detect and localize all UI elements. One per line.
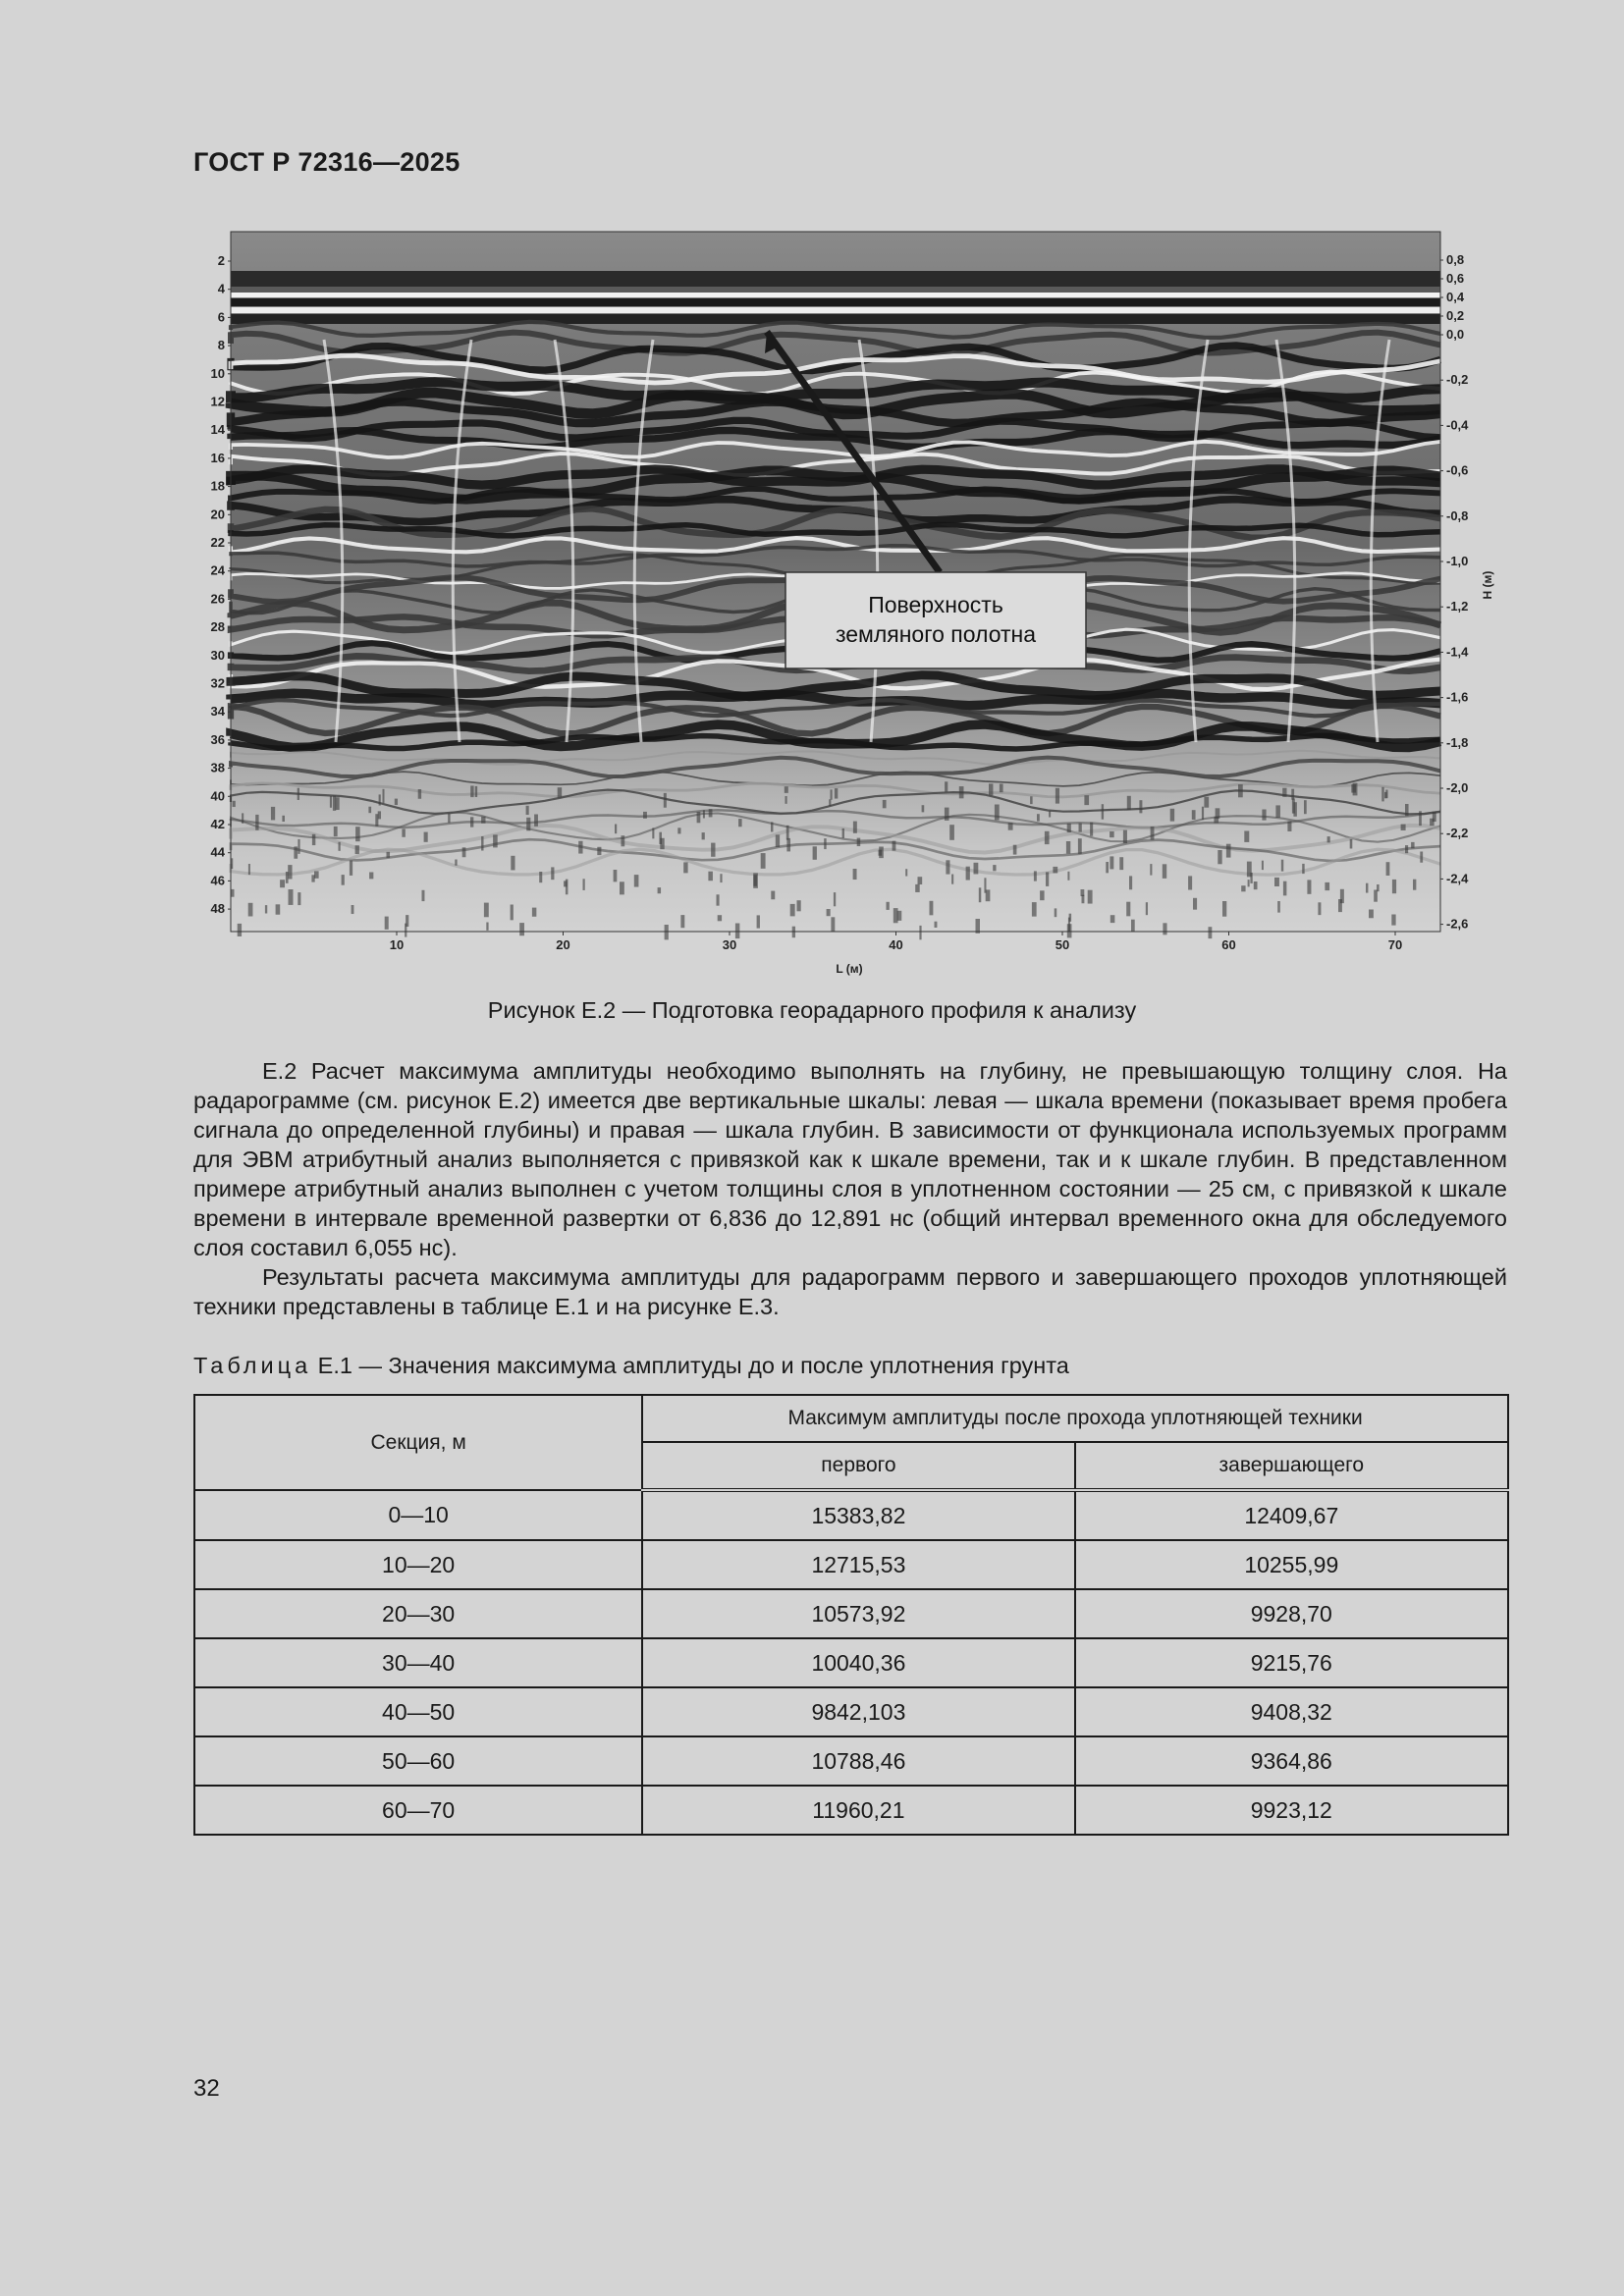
- left-tick-label: 34: [210, 704, 225, 720]
- cell-first: 15383,82: [642, 1490, 1074, 1540]
- cell-section: 10—20: [194, 1540, 642, 1589]
- table-row: [194, 1638, 1508, 1687]
- left-tick-label: 16: [210, 450, 225, 465]
- left-tick-label: 4: [217, 281, 225, 296]
- right-tick-label: 0,0: [1446, 327, 1465, 342]
- left-tick-label: 32: [210, 675, 225, 691]
- cell-final: 9923,12: [1075, 1786, 1508, 1835]
- table-title-prefix: Таблица: [193, 1353, 312, 1378]
- right-tick-label: 0,8: [1446, 252, 1465, 267]
- right-tick-label: -0,2: [1446, 372, 1469, 388]
- cell-final: 9215,76: [1075, 1638, 1508, 1687]
- left-tick-label: 22: [210, 535, 225, 550]
- table-row: [194, 1786, 1508, 1835]
- left-tick-label: 38: [210, 760, 225, 775]
- header-amplitude-group: Максимум амплитуды после прохода уплотняющей техники: [642, 1395, 1508, 1442]
- right-tick-label: -1,0: [1446, 554, 1469, 568]
- callout-line-1: Поверхность: [868, 592, 1003, 617]
- table-row: [194, 1490, 1508, 1540]
- header-final-pass: завершающего: [1075, 1442, 1508, 1490]
- amplitude-table: [193, 1394, 1509, 1836]
- right-tick-label: -2,6: [1446, 916, 1469, 932]
- table-title-rest: Е.1 — Значения максимума амплитуды до и после уплотнения грунта: [311, 1353, 1069, 1378]
- cell-first: 12715,53: [642, 1540, 1074, 1589]
- bottom-tick-label: 70: [1387, 937, 1403, 952]
- left-tick-label: 20: [210, 507, 225, 522]
- page-number: 32: [193, 2075, 220, 2102]
- header-first-pass: первого: [642, 1442, 1074, 1490]
- left-tick-label: 14: [210, 422, 225, 438]
- left-tick-label: 40: [210, 788, 225, 804]
- left-tick-label: 8: [217, 338, 225, 353]
- table-row: [194, 1687, 1508, 1736]
- bottom-tick-label: 60: [1221, 937, 1236, 952]
- cell-section: 60—70: [194, 1786, 642, 1835]
- table-row: [194, 1540, 1508, 1589]
- left-tick-label: 30: [210, 647, 225, 663]
- body-text: [193, 1056, 1507, 1321]
- cell-section: 20—30: [194, 1589, 642, 1638]
- cell-section: 40—50: [194, 1687, 642, 1736]
- bottom-tick-label: 50: [1055, 937, 1070, 952]
- x-axis-label: L (м): [836, 962, 863, 976]
- right-tick-label: 0,4: [1446, 290, 1465, 304]
- cell-final: 9364,86: [1075, 1736, 1508, 1786]
- left-tick-label: 24: [210, 562, 225, 578]
- callout-line-2: земляного полотна: [835, 621, 1037, 647]
- document-header: ГОСТ Р 72316—2025: [193, 147, 460, 177]
- bottom-tick-label: 20: [556, 937, 570, 952]
- right-tick-label: -1,2: [1446, 599, 1469, 614]
- paragraph-e2: Е.2 Расчет максимума амплитуды необходимо выполнять на глубину, не превышающую толщину слоя. На радарограмме (см. рисунок Е.2) имеется две вертикальные шкалы: левая — шкала времени (показывает время пробега сигнала до определенной глубины) и правая — шкала глубин. В зависимости от функционала используемых программ для ЭВМ атрибутный анализ выполняется с привязкой как к шкале времени, так и к шкале глубин. В представленном примере атрибутный анализ выполнен с учетом толщины слоя в уплотненном состоянии — 25 см, с привязкой к шкале времени в интервале временной развертки от 6,836 до 12,891 нс (общий интервал временного окна для обследуемого слоя составил 6,055 нс).: [193, 1058, 1507, 1260]
- left-tick-label: 26: [210, 591, 225, 607]
- left-tick-label: 46: [210, 873, 225, 888]
- left-tick-label: 10: [210, 365, 225, 381]
- cell-final: 10255,99: [1075, 1540, 1508, 1589]
- callout-box: [785, 572, 1086, 668]
- bottom-tick-label: 10: [389, 937, 405, 952]
- cell-section: 30—40: [194, 1638, 642, 1687]
- right-tick-label: -0,4: [1446, 417, 1469, 433]
- header-section: Секция, м: [194, 1395, 642, 1490]
- cell-first: 9842,103: [642, 1687, 1074, 1736]
- left-tick-label: 48: [210, 901, 225, 917]
- right-axis-label: H (м): [1481, 570, 1494, 600]
- cell-first: 10040,36: [642, 1638, 1074, 1687]
- right-tick-label: 0,6: [1446, 271, 1465, 286]
- cell-first: 10573,92: [642, 1589, 1074, 1638]
- left-tick-label: 12: [210, 394, 225, 409]
- cell-section: 50—60: [194, 1736, 642, 1786]
- table-title: [193, 1353, 1069, 1379]
- table-row: [194, 1736, 1508, 1786]
- right-tick-label: -2,0: [1446, 780, 1469, 795]
- cell-final: 9928,70: [1075, 1589, 1508, 1638]
- cell-section: 0—10: [194, 1490, 642, 1540]
- right-tick-label: -1,8: [1446, 734, 1469, 750]
- bottom-tick-label: 30: [722, 937, 737, 952]
- cell-first: 10788,46: [642, 1736, 1074, 1786]
- left-tick-label: 6: [217, 309, 225, 325]
- left-tick-label: 2: [217, 253, 225, 268]
- table-row: [194, 1589, 1508, 1638]
- right-tick-label: -1,4: [1446, 644, 1469, 660]
- left-tick-label: 28: [210, 619, 225, 635]
- left-tick-label: 42: [210, 817, 225, 831]
- right-tick-label: -0,6: [1446, 462, 1469, 478]
- right-tick-label: 0,2: [1446, 308, 1465, 323]
- bottom-tick-label: 40: [889, 937, 903, 952]
- right-tick-label: -0,8: [1446, 507, 1469, 523]
- paragraph-results: Результаты расчета максимума амплитуды для радарограмм первого и завершающего проходов уплотняющей техники представлены в таблице Е.1 и на рисунке Е.3.: [193, 1264, 1507, 1319]
- right-tick-label: -2,4: [1446, 871, 1469, 886]
- cell-first: 11960,21: [642, 1786, 1074, 1835]
- cell-final: 12409,67: [1075, 1490, 1508, 1540]
- left-tick-label: 44: [210, 844, 225, 860]
- right-tick-label: -2,2: [1446, 826, 1469, 841]
- right-tick-label: -1,6: [1446, 689, 1469, 705]
- left-tick-label: 36: [210, 731, 225, 747]
- radargram-figure: [193, 224, 1494, 980]
- cell-final: 9408,32: [1075, 1687, 1508, 1736]
- left-tick-label: 18: [210, 478, 225, 494]
- figure-caption: Рисунок Е.2 — Подготовка георадарного профиля к анализу: [487, 997, 1137, 1023]
- radargram-image: [193, 224, 1494, 980]
